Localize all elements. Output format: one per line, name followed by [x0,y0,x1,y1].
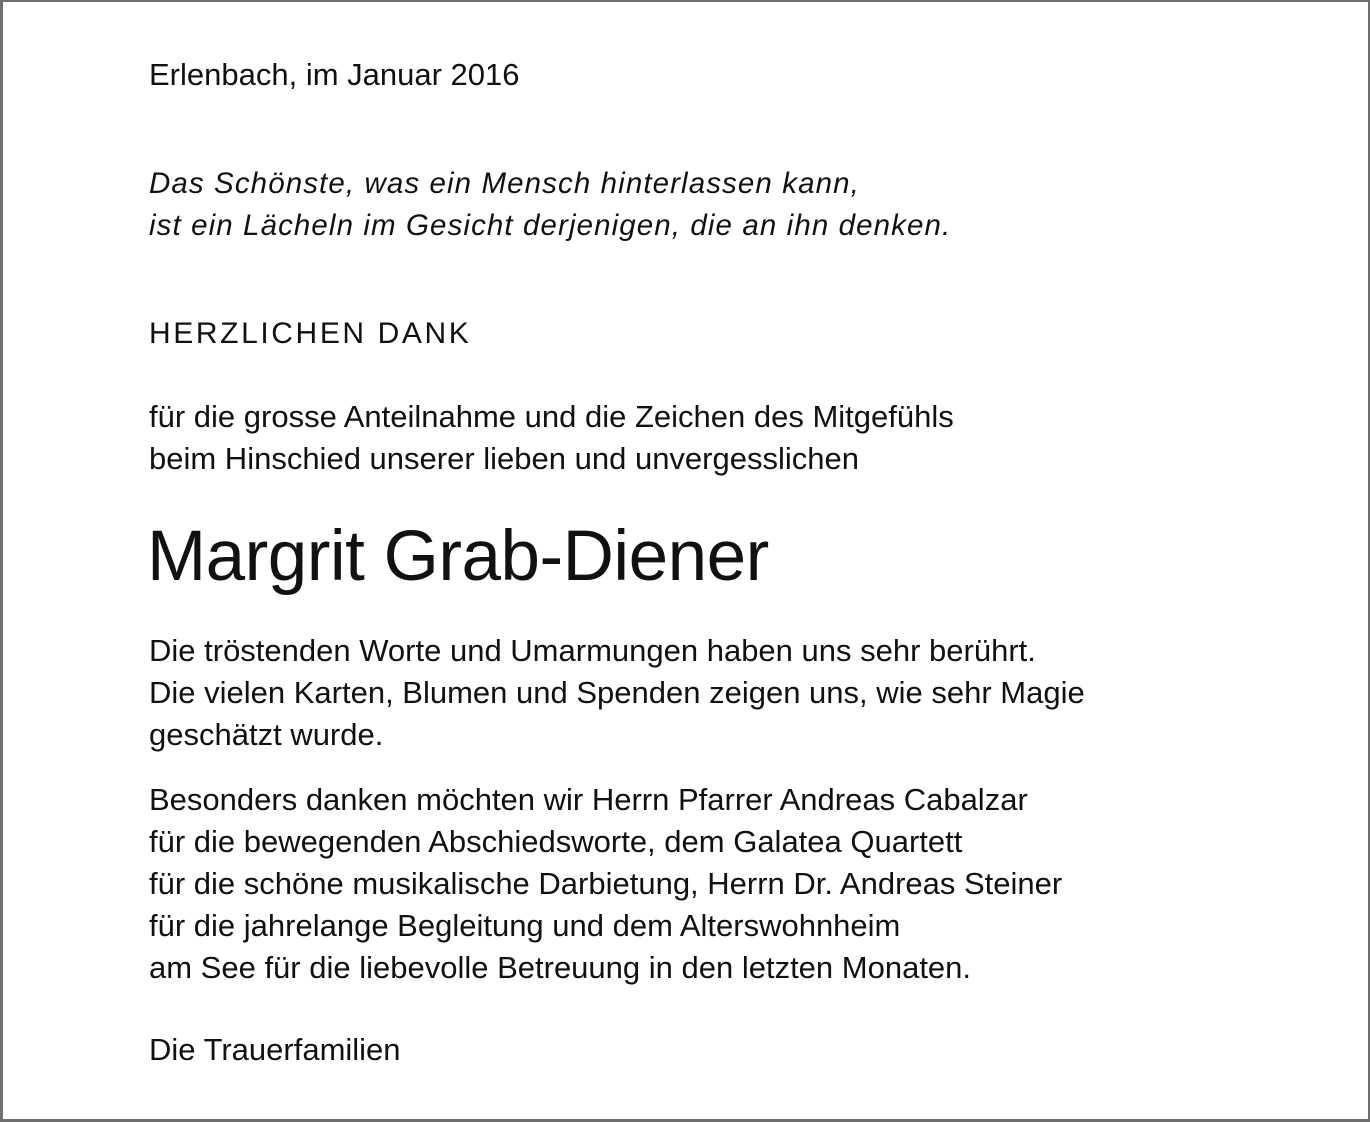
intro-line: für die grosse Anteilnahme und die Zeichen des Mitgefühls [149,399,954,434]
intro-text [149,396,954,480]
paragraph-line: am See für die liebevolle Betreuung in den letzten Monaten. [149,950,972,985]
quote-line: ist ein Lächeln im Gesicht derjenigen, die an ihn denken. [149,209,952,242]
intro-line: beim Hinschied unserer lieben und unvergesslichen [149,441,859,476]
place-date: Erlenbach, im Januar 2016 [149,57,520,92]
signature: Die Trauerfamilien [149,1032,401,1067]
thanks-heading: HERZLICHEN DANK [149,317,472,350]
quote-line: Das Schönste, was ein Mensch hinterlassen kann, [149,167,860,200]
memorial-quote [149,163,951,247]
deceased-name: Margrit Grab-Diener [147,517,769,596]
paragraph-special-thanks [149,779,1062,989]
paragraph-line: geschätzt wurde. [149,717,384,752]
paragraph-line: für die schöne musikalische Darbietung, Herrn Dr. Andreas Steiner [149,866,1063,901]
paragraph-line: Die vielen Karten, Blumen und Spenden zeigen uns, wie sehr Magie [149,675,1085,710]
paragraph-line: Die tröstenden Worte und Umarmungen haben uns sehr berührt. [149,633,1036,668]
paragraph-line: für die jahrelange Begleitung und dem Alterswohnheim [149,908,901,943]
paragraph-condolences [149,630,1085,756]
paragraph-line: für die bewegenden Abschiedsworte, dem Galatea Quartett [149,824,963,859]
paragraph-line: Besonders danken möchten wir Herrn Pfarrer Andreas Cabalzar [149,782,1028,817]
